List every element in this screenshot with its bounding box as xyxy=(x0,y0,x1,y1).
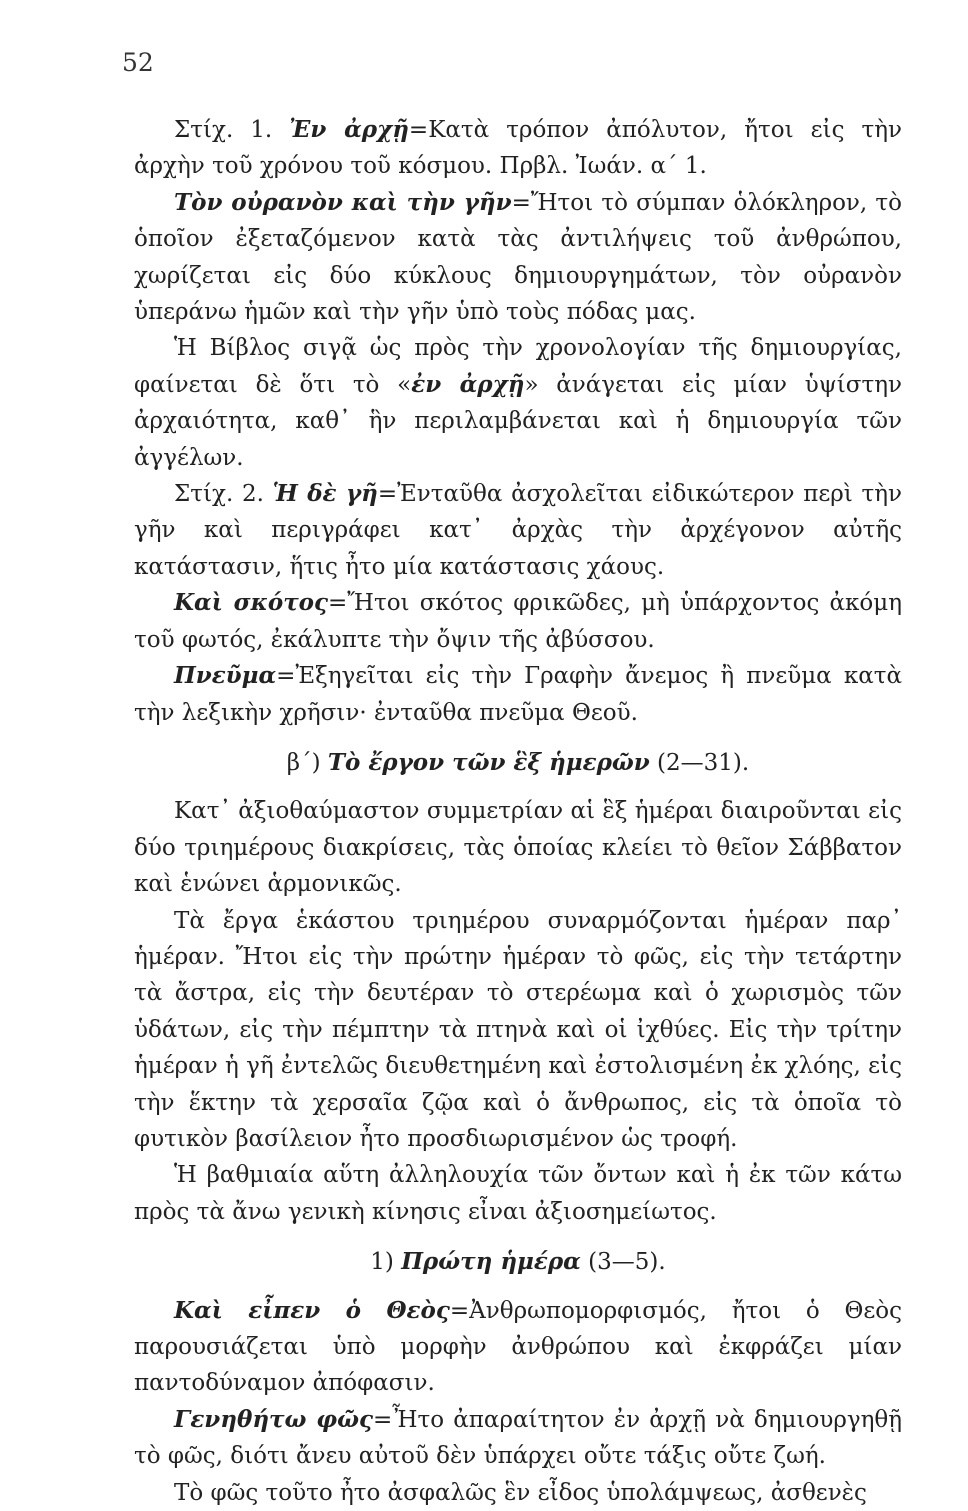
term-en-arche: Ἐν ἀρχῇ xyxy=(289,116,409,143)
body-text xyxy=(134,112,902,1511)
paragraph-lead: Στίχ. 2. xyxy=(174,481,273,508)
heading-number: 1) xyxy=(370,1249,402,1276)
paragraph-text: =Ἐξηγεῖται εἰς τὴν Γραφὴν ἄνεμος ἢ πνεῦμα κατὰ τὴν λεξικὴν χρῆσιν· ἐνταῦθα πνεῦμα Θεοῦ. xyxy=(134,663,902,726)
page-number: 52 xyxy=(122,48,154,77)
paragraph-verse-2 xyxy=(134,476,902,585)
term-genetheto-phos: Γενηθήτω φῶς xyxy=(174,1405,374,1433)
heading-title: Τὸ ἔργον τῶν ἓξ ἡμερῶν xyxy=(327,748,650,776)
heading-range: (3—5). xyxy=(580,1249,666,1276)
term-he-de-ge: Ἡ δὲ γῆ xyxy=(272,480,378,508)
paragraph-darkness xyxy=(134,585,902,658)
heading-title: Πρώτη ἡμέρα xyxy=(401,1248,581,1276)
paragraph-text: =Ἦτο ἀπαραίτητον ἐν ἀρχῇ νὰ δημιουργηθῇ τὸ φῶς, διότι ἄνευ αὐτοῦ δὲν ὑπάρχει οὔτε τάξις οὔτε ζωή. xyxy=(134,1406,902,1470)
paragraph-lead: Στίχ. 1. xyxy=(174,117,290,143)
term-skotos: Καὶ σκότος xyxy=(174,589,329,617)
paragraph-and-god-said xyxy=(134,1293,902,1402)
paragraph-bible-chronology xyxy=(134,330,902,476)
paragraph-light-nature: Τὸ φῶς τοῦτο ἦτο ἀσφαλῶς ἓν εἶδος ὑπολάμψεως, ἀσθενὲς xyxy=(174,1479,867,1506)
section-heading-first-day xyxy=(134,1244,902,1280)
paragraph-text: =Ἤτοι τὸ σύμπαν ὁλόκληρον, τὸ ὁποῖον ἐξεταζόμενον κατὰ τὰς ἀντιλήψεις τοῦ ἀνθρώπου, χωρίζεται εἰς δύο κύκλους δημιουργημάτων, τὸν οὐρανὸν ὑπεράνω ἡμῶν καὶ τὴν γῆν ὑπὸ τοὺς πόδας μας. xyxy=(134,189,902,326)
heading-range: (2—31). xyxy=(649,749,750,776)
term-en-arche-quoted: ἐν ἀρχῇ xyxy=(411,370,525,398)
paragraph-text: =Κατὰ τρόπον ἀπόλυτον, ἤτοι εἰς τὴν ἀρχὴν τοῦ χρόνου τοῦ κόσμου. Πρβλ. Ἰωάν. α΄ 1. xyxy=(134,117,902,180)
heading-number: β΄) xyxy=(286,749,328,776)
term-heaven-earth: Τὸν οὐρανὸν καὶ τὴν γῆν xyxy=(174,188,512,216)
paragraph-heaven-earth xyxy=(134,185,902,331)
term-pneuma: Πνεῦμα xyxy=(174,662,277,690)
paragraph-text: =Ἐνταῦθα ἀσχολεῖται εἰδικώτερον περὶ τὴν γῆν καὶ περιγράφει κατ᾽ ἀρχὰς τὴν ἀρχέγονον αὐτῆς κατάστασιν, ἥτις ἦτο μία κατάστασις χάους. xyxy=(134,481,903,580)
paragraph-text: =Ἤτοι σκότος φρικῶδες, μὴ ὑπάρχοντος ἀκόμη τοῦ φωτός, ἐκάλυπτε τὴν ὄψιν τῆς ἀβύσσου. xyxy=(134,590,902,653)
paragraph-text: » ἀνάγεται εἰς μίαν ὑψίστην ἀρχαιότητα, καθ᾽ ἣν περιλαμβάνεται καὶ ἡ δημιουργία τῶν ἀγγέλων. xyxy=(134,371,902,471)
paragraph-symmetry: Κατ᾽ ἀξιοθαύμαστον συμμετρίαν αἱ ἓξ ἡμέραι διαιροῦνται εἰς δύο τριημέρους διακρίσεις, τὰς ὁποίας κλείει τὸ θεῖον Σάββατον καὶ ἑνώνει ἁρμονικῶς. xyxy=(134,798,902,898)
paragraph-text: =Ἀνθρωπομορφισμός, ἤτοι ὁ Θεὸς παρουσιάζεται ὑπὸ μορφὴν ἀνθρώπου καὶ ἐκφράζει μίαν παντοδύναμον ἀπόφασιν. xyxy=(134,1297,902,1397)
paragraph-let-there-be-light xyxy=(134,1402,902,1475)
paragraph-lead: Ἡ Βίβλος σιγᾷ ὡς πρὸς τὴν χρονολογίαν τῆς δημιουργίας, φαίνεται δὲ ὅτι τὸ « xyxy=(134,335,902,398)
section-heading-six-days xyxy=(134,745,902,781)
paragraph-pneuma xyxy=(134,658,902,731)
paragraph-works: Τὰ ἔργα ἑκάστου τριημέρου συναρμόζονται ἡμέραν παρ᾽ ἡμέραν. Ἤτοι εἰς τὴν πρώτην ἡμέραν τὸ φῶς, εἰς τὴν τετάρτην τὰ ἄστρα, εἰς τὴν δευτέραν τὸ στερέωμα καὶ ὁ χωρισμὸς τῶν ὑδάτων, εἰς τὴν πέμπτην τὰ πτηνὰ καὶ οἱ ἰχθύες. Εἰς τὴν τρίτην ἡμέραν ἡ γῆ ἐντελῶς διευθετημένη καὶ ἐστολισμένη ἐκ χλόης, εἰς τὴν ἕκτην τὰ χερσαῖα ζῷα καὶ ὁ ἄνθρωπος, εἰς τὰ ὁποῖα τὸ φυτικὸν βασίλειον ἦτο προσδιωρισμένον ὡς τροφή. xyxy=(134,907,902,1152)
paragraph-gradation: Ἡ βαθμιαία αὕτη ἀλληλουχία τῶν ὄντων καὶ ἡ ἐκ τῶν κάτω πρὸς τὰ ἄνω γενικὴ κίνησις εἶναι ἀξιοσημείωτος. xyxy=(134,1162,902,1225)
term-eipen-theos: Καὶ εἶπεν ὁ Θεὸς xyxy=(174,1296,450,1324)
paragraph-verse-1 xyxy=(134,112,902,185)
